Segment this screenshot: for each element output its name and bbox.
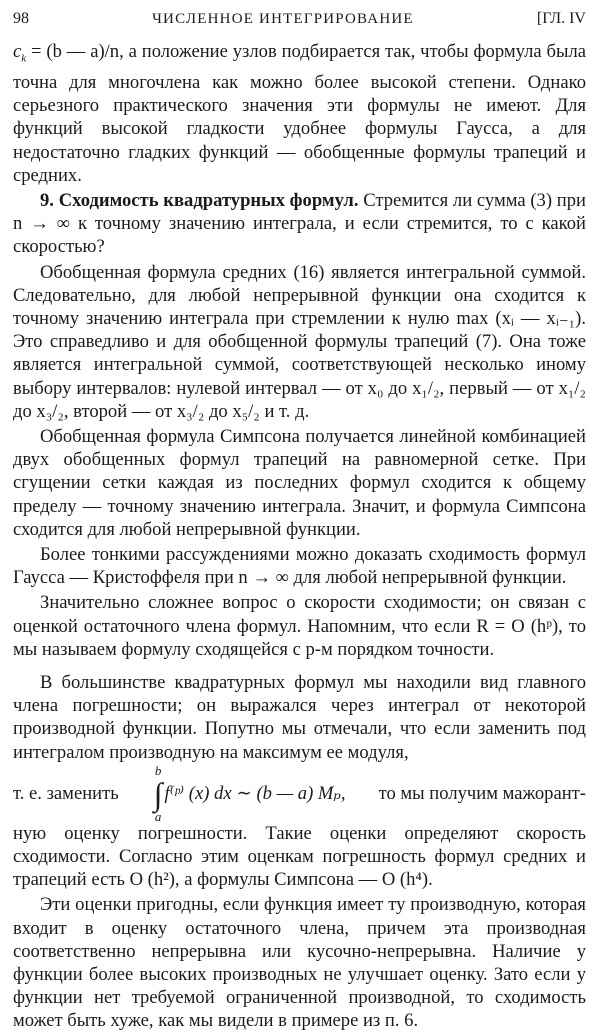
formula-line bbox=[13, 762, 586, 824]
running-title: ЧИСЛЕННОЕ ИНТЕГРИРОВАНИЕ bbox=[152, 11, 414, 27]
section-heading: 9. Сходимость квадратурных формул. bbox=[40, 189, 359, 211]
paragraph-7: В большинстве квадратурных формул мы находили вид главного члена погрешности; он выражался через интеграл от некоторой производной функции. Попутно мы отмечали, что если заменить под интегралом производную на максимум ее модуля, bbox=[13, 672, 586, 763]
integral-formula bbox=[152, 764, 346, 824]
paragraph-9: ную оценку погрешности. Такие оценки определяют скорость сходимости. Согласно этим оценкам погрешность формул средних и трапеций есть O (h²), а формулы Симпсона — O (h⁴). bbox=[13, 822, 586, 891]
paragraph-section-9: 9. Сходимость квадратурных формул. Стремится ли сумма (3) при n → ∞ к точному значению интеграла, и если стремится, то с какой скоростью? bbox=[13, 189, 586, 258]
chapter-label: [ГЛ. IV bbox=[536, 10, 586, 27]
formula-trail-text: то мы получим мажорант- bbox=[378, 783, 586, 805]
page-body bbox=[13, 40, 586, 1033]
page-number: 98 bbox=[13, 10, 29, 27]
formula-lead-text: т. е. заменить bbox=[13, 783, 119, 805]
paragraph-1: $c_k = (b$ — a)/n, а положение узлов подбирается так, чтобы формула была точна для многочлена как можно более высокой степени. Однако серьезного практического значения эти формулы не имеют. Для функций высокой гладкости удобнее формулы Гаусса, а для недостаточно гладких функций — обобщенные формулы трапеций и средних. bbox=[13, 41, 586, 186]
paragraph-5: Более тонкими рассуждениями можно доказать сходимость формул Гаусса — Кристоффеля при n → ∞ для любой непрерывной функции. bbox=[13, 543, 586, 589]
integrand: f⁽ᵖ⁾ (x) dx ∼ (b — a) Mₚ, bbox=[164, 783, 346, 805]
paragraph-10: Эти оценки пригодны, если функция имеет ту производную, которая входит в оценку остаточного члена, причем эта производная соответственно непрерывна или кусочно-непрерывна. Наличие у функции более высоких производных не улучшает оценку. Зато если у функции нет требуемой ограниченной производной, то сходимость может быть хуже, как мы видели в примере из п. 6. bbox=[13, 894, 586, 1032]
paragraph-3: Обобщенная формула средних (16) является интегральной суммой. Следовательно, для любой непрерывной функции она сходится к точному значению интеграла при стремлении к нулю max (xᵢ — xᵢ₋₁). Это справедливо и для обобщенной формулы трапеций (7). Она тоже является интегральной суммой, соответствующей несколько иному выбору интервалов: нулевой интервал — от x₀ до x₁/₂, первый — от x₁/₂ до x₃/₂, второй — от x₃/₂ до x₅/₂ и т. д. bbox=[13, 261, 586, 422]
paragraph-6: Значительно сложнее вопрос о скорости сходимости; он связан с оценкой остаточного члена формул. Напомним, что если R = O (hᵖ), то мы называем формулу сходящейся с p-м порядком точности. bbox=[13, 592, 586, 660]
integral-sign: b ∫ a bbox=[153, 762, 163, 824]
paragraph-4: Обобщенная формула Симпсона получается линейной комбинацией двух обобщенных формул трапеций на равномерной сетке. При сгущении сетки каждая из последних формул сходится к общему пределу — точному значению интеграла. Значит, и формула Симпсона сходится для любой непрерывной функции. bbox=[13, 425, 586, 540]
page-header bbox=[13, 10, 586, 40]
